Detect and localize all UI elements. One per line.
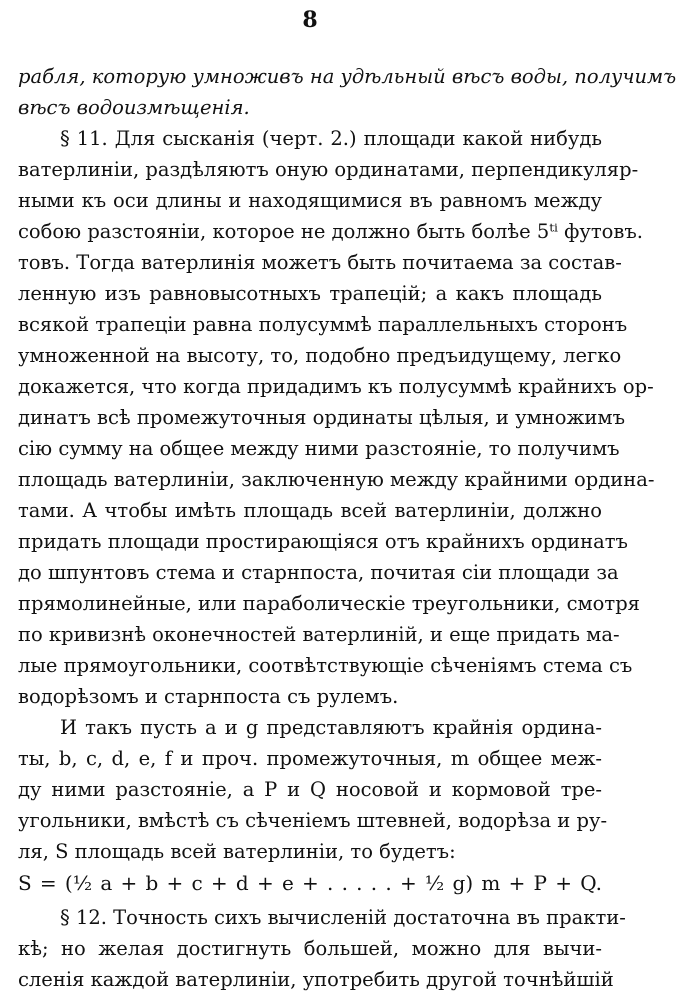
section-heading-line: § 11. Для сысканія (черт. 2.) площади какой нибудь: [60, 127, 602, 150]
page-number: 8: [302, 7, 318, 33]
text-line: кѣ; но желая достигнуть большей, можно для вычи-: [18, 937, 602, 960]
text-line: лые прямоугольники, соотвѣтствующіе сѣченіямъ стема съ: [18, 654, 633, 677]
section-heading-line: § 12. Точность сихъ вычисленій достаточна въ практи-: [60, 906, 626, 929]
text-line: водорѣзомъ и старнпоста съ рулемъ.: [18, 685, 399, 708]
text-line: ватерлиніи, раздѣляютъ оную ординатами, перпендикуляр-: [18, 158, 639, 181]
text-line: прямолинейные, или параболическіе треугольники, смотря: [18, 592, 640, 615]
text-line: динатъ всѣ промежуточныя ординаты цѣлыя, и умножимъ: [18, 406, 625, 429]
text-line: ты, b, c, d, e, f и проч. промежуточныя, m общее меж-: [18, 747, 602, 770]
text-line: ленную изъ равновысотныхъ трапецій; а какъ площадь: [18, 282, 602, 305]
text-line: до шпунтовъ стема и старнпоста, почитая сіи площади за: [18, 561, 619, 584]
text-line: умноженной на высоту, то, подобно предъидущему, легко: [18, 344, 622, 367]
text-line: всякой трапеціи равна полусуммѣ параллельныхъ сторонъ: [18, 313, 628, 336]
text-line: тами. А чтобы имѣть площадь всей ватерлиніи, должно: [18, 499, 602, 522]
text-line: придать площади простирающіяся отъ крайнихъ ординатъ: [18, 530, 628, 553]
text-line: ля, S площадь всей ватерлиніи, то будетъ:: [18, 840, 456, 863]
text-line: докажется, что когда придадимъ къ полусуммѣ крайнихъ ор-: [18, 375, 654, 398]
text-line: собою разстояніи, которое не должно быть болѣе 5ᵗⁱ футовъ.: [18, 220, 644, 243]
area-formula: S = (½ a + b + c + d + e + . . . . . + ½ g) m + P + Q.: [18, 871, 602, 895]
text-line: площадь ватерлиніи, заключенную между крайними ордина-: [18, 468, 655, 491]
text-line: сію сумму на общее между ними разстояніе, то получимъ: [18, 437, 620, 460]
text-line: по кривизнѣ оконечностей ватерлиній, и еще придать ма-: [18, 623, 620, 646]
text-line: угольники, вмѣстѣ съ сѣченіемъ штевней, водорѣза и ру-: [18, 809, 608, 832]
text-line: рабля, которую умноживъ на удѣльный вѣсъ воды, получимъ: [18, 65, 676, 88]
text-line: И такъ пусть a и g представляютъ крайнія ордина-: [60, 716, 602, 739]
text-line: вѣсъ водоизмѣщенія.: [18, 96, 250, 119]
text-line: ду ними разстояніе, а P и Q носовой и кормовой тре-: [18, 778, 602, 801]
text-line: сленія каждой ватерлиніи, употребить другой точнѣйшій: [18, 968, 614, 991]
text-line: товъ. Тогда ватерлинія можетъ быть почитаема за состав-: [18, 251, 622, 274]
text-line: ными къ оси длины и находящимися въ равномъ между: [18, 189, 602, 212]
